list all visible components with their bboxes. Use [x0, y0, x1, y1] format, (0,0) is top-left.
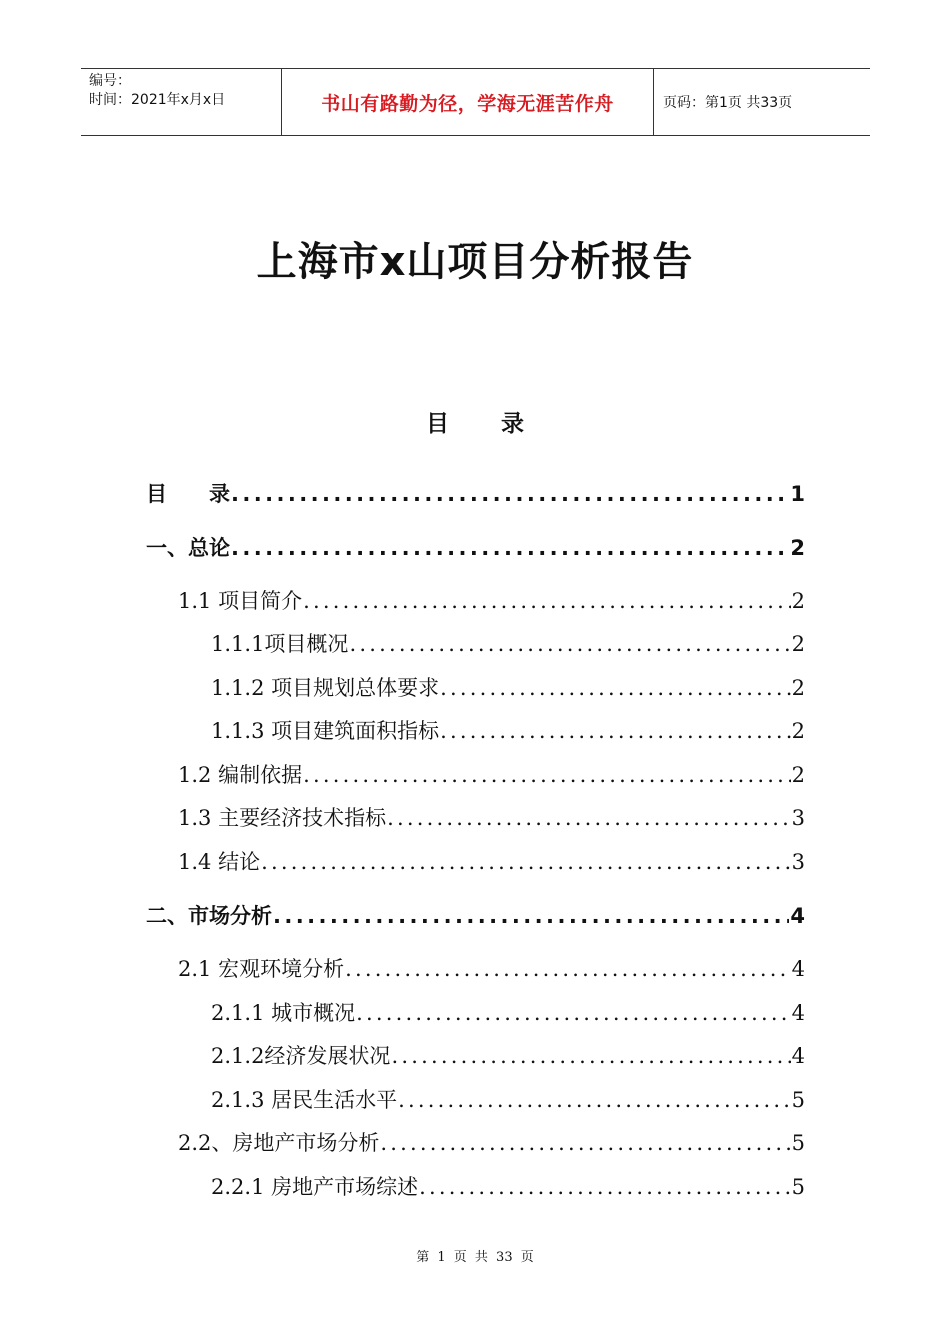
- toc-entry[interactable]: [146, 532, 805, 562]
- toc-entry-page: 3: [791, 806, 805, 830]
- toc-leader: [349, 632, 790, 656]
- toc-entry-label: 2.2、房地产市场分析: [178, 1131, 380, 1155]
- toc-entry[interactable]: [146, 478, 805, 508]
- toc-entry[interactable]: [211, 628, 805, 658]
- toc-entry[interactable]: [178, 846, 805, 876]
- toc-heading-char-2: 录: [501, 411, 524, 437]
- toc-entry-page: 1: [790, 482, 805, 506]
- toc-entry-page: 5: [791, 1131, 805, 1155]
- page-footer: 第 1 页 共 33 页: [416, 1250, 534, 1265]
- toc-entry-page: 2: [791, 763, 805, 787]
- toc-entry-page: 4: [791, 1044, 805, 1068]
- toc-entry[interactable]: [178, 953, 805, 983]
- toc-entry-page: 2: [791, 676, 805, 700]
- toc-entry[interactable]: [178, 802, 805, 832]
- toc-entry-page: 3: [791, 850, 805, 874]
- toc-entry-page: 2: [790, 536, 805, 560]
- toc-entry-page: 2: [791, 589, 805, 613]
- toc-entry[interactable]: [146, 900, 805, 930]
- toc-entry-label: 2.1 宏观环境分析: [178, 957, 345, 981]
- toc-entry[interactable]: [211, 1171, 805, 1201]
- toc-entry-label: 2.2.1 房地产市场综述: [211, 1175, 419, 1199]
- toc-entry-label: 1.3 主要经济技术指标: [178, 806, 387, 830]
- toc-entry[interactable]: [178, 759, 805, 789]
- toc-entry-label: 1.1.1项目概况: [211, 632, 349, 656]
- toc-entry-page: 4: [791, 957, 805, 981]
- toc-entry-label: 2.1.1 城市概况: [211, 1001, 356, 1025]
- toc-leader: [231, 536, 789, 560]
- toc-leader: [273, 904, 789, 928]
- toc-entry[interactable]: [211, 715, 805, 745]
- toc-leader: [380, 1131, 790, 1155]
- toc-entry-label: 目 录: [146, 482, 230, 506]
- toc-leader: [261, 850, 791, 874]
- page-header: [81, 68, 870, 136]
- toc-leader: [303, 763, 791, 787]
- toc-leader: [387, 806, 791, 830]
- toc-entry-label: 1.2 编制依据: [178, 763, 303, 787]
- toc-leader: [356, 1001, 791, 1025]
- toc-entry-label: 2.1.3 居民生活水平: [211, 1088, 398, 1112]
- toc-leader: [398, 1088, 791, 1112]
- toc-leader: [440, 676, 791, 700]
- toc-entry-label: 1.4 结论: [178, 850, 261, 874]
- toc-heading: [0, 405, 950, 438]
- toc-entry[interactable]: [211, 672, 805, 702]
- toc-leader: [440, 719, 791, 743]
- toc-heading-char-1: 目: [426, 411, 449, 437]
- toc-entry[interactable]: [211, 1040, 805, 1070]
- toc-leader: [419, 1175, 791, 1199]
- document-time-label: 时间：2021年x月x日: [89, 92, 226, 108]
- toc-leader: [391, 1044, 790, 1068]
- toc-entry-page: 5: [791, 1175, 805, 1199]
- toc-entry-page: 2: [791, 719, 805, 743]
- toc-entry-page: 4: [791, 1001, 805, 1025]
- toc-entry-page: 4: [790, 904, 805, 928]
- toc-leader: [231, 482, 789, 506]
- toc-leader: [303, 589, 791, 613]
- toc-entry-page: 5: [791, 1088, 805, 1112]
- document-number-label: 编号：: [89, 73, 131, 89]
- toc-entry[interactable]: [178, 585, 805, 615]
- toc-entry-label: 1.1.3 项目建筑面积指标: [211, 719, 440, 743]
- toc-entry-label: 1.1 项目简介: [178, 589, 303, 613]
- document-title: 上海市x山项目分析报告: [256, 239, 694, 285]
- toc-entry[interactable]: [211, 1084, 805, 1114]
- toc-entry[interactable]: [211, 997, 805, 1027]
- header-motto: 书山有路勤为径，学海无涯苦作舟: [282, 69, 654, 135]
- toc-entry[interactable]: [178, 1127, 805, 1157]
- toc-entry-label: 二、市场分析: [146, 904, 272, 928]
- toc-entry-page: 2: [791, 632, 805, 656]
- toc-entry-label: 1.1.2 项目规划总体要求: [211, 676, 440, 700]
- toc-entry-label: 一、总论: [146, 536, 230, 560]
- header-meta: [81, 69, 282, 135]
- toc-entry-label: 2.1.2经济发展状况: [211, 1044, 391, 1068]
- toc-leader: [345, 957, 791, 981]
- header-page-info: 页码：第1页 共33页: [663, 95, 793, 111]
